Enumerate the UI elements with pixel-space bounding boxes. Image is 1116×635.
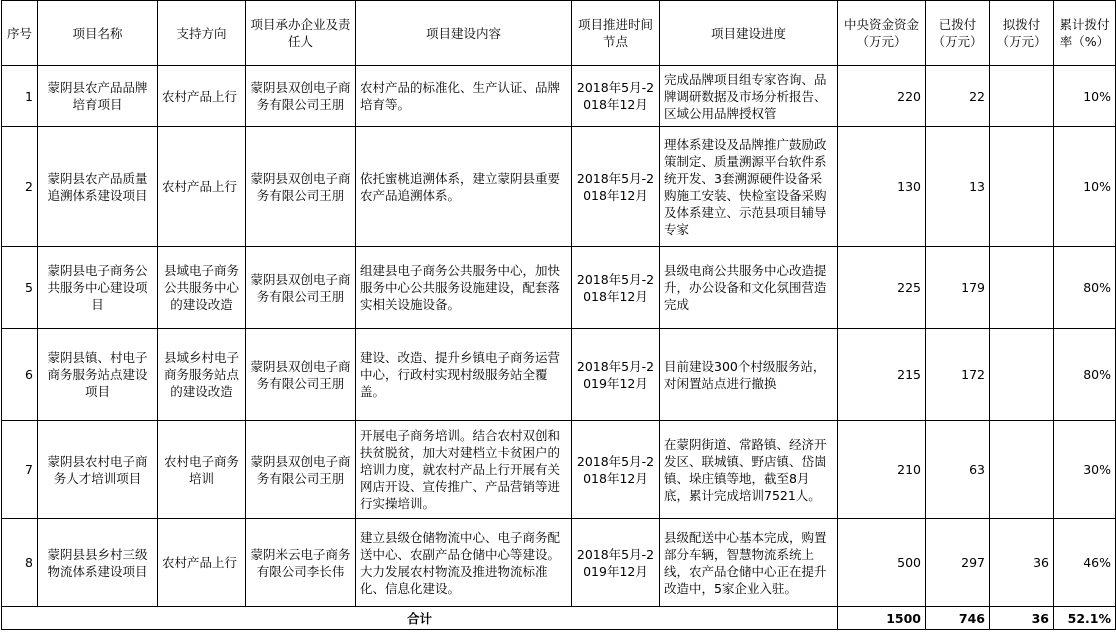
cell-name: 蒙阴县镇、村电子商务服务站点建设项目 (38, 329, 158, 421)
total-row (2, 607, 1116, 630)
cell-direction: 农村电子商务培训 (158, 421, 246, 519)
total-rate: 52.1% (1054, 607, 1116, 630)
cell-central-funds: 130 (838, 127, 926, 247)
cell-content: 建设、改造、提升乡镇电子商务运营中心，行政村实现村级服务站全覆盖。 (356, 329, 572, 421)
cell-direction: 农村产品上行 (158, 519, 246, 607)
cell-planned (990, 329, 1054, 421)
cell-rate: 10% (1054, 66, 1116, 127)
cell-content: 组建县电子商务公共服务中心，加快服务中心公共服务设施建设，配套落实相关设施设备。 (356, 247, 572, 329)
total-central-funds: 1500 (838, 607, 926, 630)
cell-planned (990, 421, 1054, 519)
header-planned: 拟拨付（万元） (990, 1, 1054, 66)
table-row (2, 66, 1116, 127)
header-content: 项目建设内容 (356, 1, 572, 66)
cell-company: 蒙阴县双创电子商务有限公司王朋 (246, 421, 356, 519)
cell-rate: 46% (1054, 519, 1116, 607)
cell-timeline: 2018年5月-2018年12月 (572, 66, 660, 127)
header-row (2, 1, 1116, 66)
cell-content: 依托蜜桃追溯体系，建立蒙阴县重要农产品追溯体系。 (356, 127, 572, 247)
cell-name: 蒙阴县县乡村三级物流体系建设项目 (38, 519, 158, 607)
cell-allocated: 63 (926, 421, 990, 519)
table-row (2, 247, 1116, 329)
cell-timeline: 2018年5月-2019年12月 (572, 519, 660, 607)
cell-progress: 目前建设300个村级服务站，对闲置站点进行撤换 (660, 329, 838, 421)
header-timeline: 项目推进时间节点 (572, 1, 660, 66)
cell-company: 蒙阴县双创电子商务有限公司王朋 (246, 329, 356, 421)
cell-timeline: 2018年5月-2018年12月 (572, 421, 660, 519)
header-allocated: 已拨付（万元） (926, 1, 990, 66)
cell-content: 建立县级仓储物流中心、电子商务配送中心、农副产品仓储中心等建设。大力发展农村物流及推进物流标准化、信息化建设。 (356, 519, 572, 607)
cell-planned (990, 127, 1054, 247)
cell-company: 蒙阴县双创电子商务有限公司王朋 (246, 66, 356, 127)
cell-name: 蒙阴县农村电子商务人才培训项目 (38, 421, 158, 519)
cell-central-funds: 215 (838, 329, 926, 421)
cell-no: 7 (2, 421, 38, 519)
cell-direction: 县域电子商务公共服务中心的建设改造 (158, 247, 246, 329)
total-allocated: 746 (926, 607, 990, 630)
cell-allocated: 13 (926, 127, 990, 247)
table-row (2, 329, 1116, 421)
cell-allocated: 297 (926, 519, 990, 607)
cell-central-funds: 500 (838, 519, 926, 607)
cell-progress: 完成品牌项目组专家咨询、品牌调研数据及市场分析报告、区域公用品牌授权管 (660, 66, 838, 127)
cell-no: 8 (2, 519, 38, 607)
header-central-funds: 中央资金资金（万元） (838, 1, 926, 66)
cell-name: 蒙阴县电子商务公共服务中心建设项目 (38, 247, 158, 329)
cell-rate: 80% (1054, 247, 1116, 329)
cell-name: 蒙阴县农产品质量追溯体系建设项目 (38, 127, 158, 247)
header-direction: 支持方向 (158, 1, 246, 66)
cell-direction: 县域乡村电子商务服务站点的建设改造 (158, 329, 246, 421)
cell-content: 农村产品的标准化、生产认证、品牌培育等。 (356, 66, 572, 127)
cell-allocated: 22 (926, 66, 990, 127)
cell-direction: 农村产品上行 (158, 66, 246, 127)
cell-allocated: 179 (926, 247, 990, 329)
cell-progress: 在蒙阴街道、常路镇、经济开发区、联城镇、野店镇、岱崮镇、垛庄镇等地，截至8月底，累计完成培训7521人。 (660, 421, 838, 519)
table-row (2, 519, 1116, 607)
cell-central-funds: 210 (838, 421, 926, 519)
cell-no: 6 (2, 329, 38, 421)
cell-content: 开展电子商务培训。结合农村双创和扶贫脱贫，加大对建档立卡贫困户的培训力度，就农村产品上行开展有关网店开设、宣传推广、产品营销等进行实操培训。 (356, 421, 572, 519)
cell-rate: 30% (1054, 421, 1116, 519)
cell-planned (990, 66, 1054, 127)
cell-company: 蒙阴米云电子商务有限公司李长伟 (246, 519, 356, 607)
cell-allocated: 172 (926, 329, 990, 421)
header-rate: 累计拨付率（%） (1054, 1, 1116, 66)
cell-direction: 农村产品上行 (158, 127, 246, 247)
cell-no: 5 (2, 247, 38, 329)
cell-no: 2 (2, 127, 38, 247)
total-label: 合计 (2, 607, 838, 630)
cell-timeline: 2018年5月-2018年12月 (572, 247, 660, 329)
cell-company: 蒙阴县双创电子商务有限公司王朋 (246, 127, 356, 247)
cell-central-funds: 220 (838, 66, 926, 127)
cell-rate: 80% (1054, 329, 1116, 421)
cell-central-funds: 225 (838, 247, 926, 329)
header-progress: 项目建设进度 (660, 1, 838, 66)
project-table (1, 0, 1116, 630)
cell-progress: 县级配送中心基本完成，购置部分车辆，智慧物流系统上线，农产品仓储中心正在提升改造中，5家企业入驻。 (660, 519, 838, 607)
cell-timeline: 2018年5月-2018年12月 (572, 127, 660, 247)
header-name: 项目名称 (38, 1, 158, 66)
table-row (2, 421, 1116, 519)
total-planned: 36 (990, 607, 1054, 630)
cell-name: 蒙阴县农产品品牌培育项目 (38, 66, 158, 127)
cell-progress: 理体系建设及品牌推广鼓励政策制定、质量溯源平台软件系统开发、3套溯源硬件设备采购施工安装、快检室设备采购及体系建立、示范县项目辅导专家 (660, 127, 838, 247)
header-company: 项目承办企业及责任人 (246, 1, 356, 66)
table-row (2, 127, 1116, 247)
cell-progress: 县级电商公共服务中心改造提升，办公设备和文化氛围营造完成 (660, 247, 838, 329)
cell-planned: 36 (990, 519, 1054, 607)
cell-timeline: 2018年5月-2019年12月 (572, 329, 660, 421)
header-no: 序号 (2, 1, 38, 66)
cell-rate: 10% (1054, 127, 1116, 247)
cell-company: 蒙阴县双创电子商务有限公司王朋 (246, 247, 356, 329)
cell-planned (990, 247, 1054, 329)
cell-no: 1 (2, 66, 38, 127)
